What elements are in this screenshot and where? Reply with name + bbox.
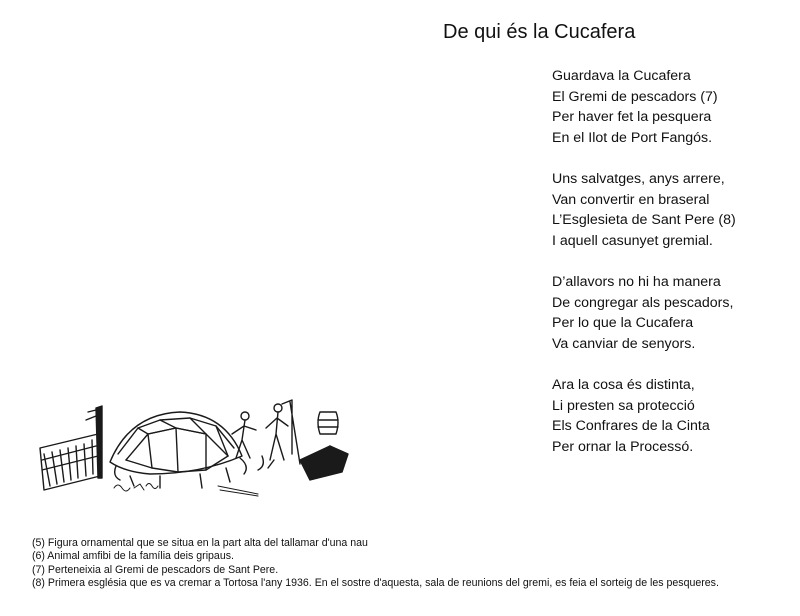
stanza xyxy=(552,272,792,354)
poem-line: Per lo que la Cucafera xyxy=(552,315,694,332)
poem-line: Per haver fet la pesquera xyxy=(552,109,712,126)
shell-dome-drawing xyxy=(110,412,246,488)
footnotes xyxy=(32,537,777,590)
poem-line: D’allavors no hi ha manera xyxy=(552,273,721,290)
poem-line: Guardava la Cucafera xyxy=(552,68,691,84)
poem-line: El Gremi de pescadors (7) xyxy=(552,88,718,105)
poem-line: Uns salvatges, anys arrere, xyxy=(552,170,725,187)
poem-line: En el Ilot de Port Fangós. xyxy=(552,129,713,146)
barrel-drawing xyxy=(300,412,348,480)
poem-title: De qui és la Cucafera xyxy=(443,21,636,43)
footnote: (7) Perteneixia al Gremi de pescadors de Sant Pere. xyxy=(32,563,279,576)
left-frame-drawing xyxy=(40,406,102,490)
poem-line: I aquell casunyet gremial. xyxy=(552,232,713,249)
poem-line: Li presten sa protecció xyxy=(552,397,695,414)
poem-line: Van convertir en braseral xyxy=(552,191,710,208)
poem-line: Per ornar la Processó. xyxy=(552,438,694,455)
stanza xyxy=(552,66,792,148)
poem-line: Va canviar de senyors. xyxy=(552,335,696,352)
poem-line: L’Esglesieta de Sant Pere (8) xyxy=(552,212,736,229)
footnote: (5) Figura ornamental que se situa en la part alta del tallamar d'una nau xyxy=(32,537,368,549)
poem-line: Ara la cosa és distinta, xyxy=(552,376,695,393)
stanza xyxy=(552,375,792,457)
footnote: (6) Animal amfibi de la família deis gripaus. xyxy=(32,550,234,563)
poem-line: Els Confrares de la Cinta xyxy=(552,418,710,435)
poem-line: De congregar als pescadors, xyxy=(552,294,734,311)
footnote: (8) Primera església que es va cremar a Tortosa l'any 1936. En el sostre d'aquesta, sala de reunions del gremi, es feia el sorteig de les pesqueres. xyxy=(32,576,719,589)
poem-body xyxy=(552,66,792,478)
stanza xyxy=(552,169,792,251)
scribble-marks xyxy=(114,484,258,497)
cucafera-sketch-illustration xyxy=(30,394,380,500)
